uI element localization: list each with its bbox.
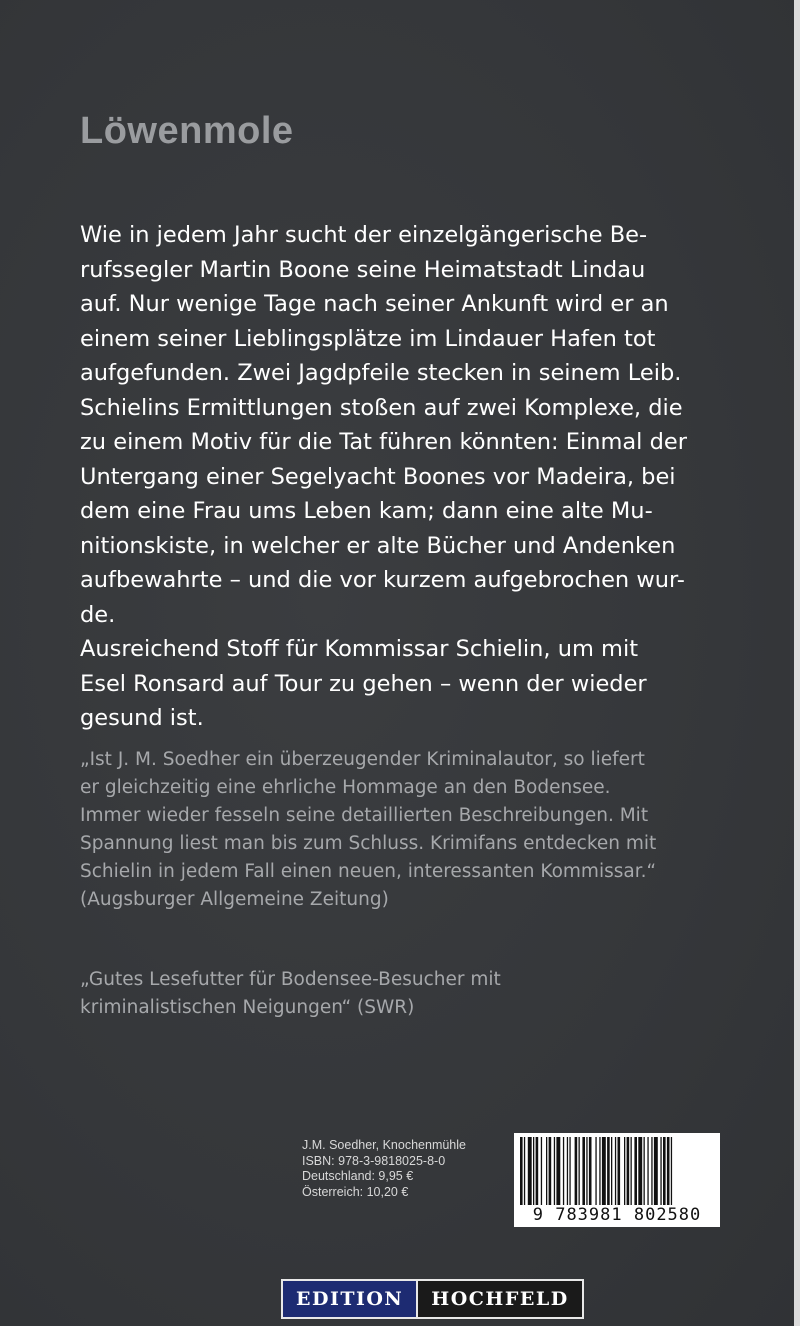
publisher-logo-right: HOCHFELD <box>418 1279 583 1319</box>
price-germany: Deutschland: 9,95 € <box>302 1169 414 1183</box>
review-swr <box>80 966 720 1022</box>
review-line: „Ist J. M. Soedher ein überzeugender Kriminalautor, so liefert <box>80 749 645 770</box>
review-line: Immer wieder fesseln seine detaillierten Beschreibungen. Mit <box>80 805 649 826</box>
blurb-line: aufbewahrte – und die vor kurzem aufgebrochen wur- <box>80 567 685 593</box>
book-info <box>302 1138 466 1200</box>
blurb-line: Schielins Ermittlungen stoßen auf zwei Komplexe, die <box>80 394 683 421</box>
blurb-line: de. <box>80 601 116 628</box>
book-title: Löwenmole <box>80 110 294 152</box>
barcode-bars <box>514 1133 720 1207</box>
blurb <box>80 218 720 736</box>
isbn: ISBN: 978-3-9818025-8-0 <box>302 1153 446 1168</box>
blurb-line: dem eine Frau ums Leben kam; dann eine alte Mu- <box>80 498 653 524</box>
publisher-logo-left: EDITION <box>281 1279 418 1319</box>
blurb-line: aufgefunden. Zwei Jagdpfeile stecken in seinem Leib. <box>80 360 682 386</box>
blurb-line: nitionskiste, in welcher er alte Bücher und Andenken <box>80 532 676 559</box>
blurb-line: auf. Nur wenige Tage nach seiner Ankunft wird er an <box>80 291 669 317</box>
author-title: J.M. Soedher, Knochenmühle <box>302 1138 466 1152</box>
review-line: Spannung liest man bis zum Schluss. Krimifans entdecken mit <box>80 833 657 854</box>
blurb-line: zu einem Motiv für die Tat führen könnten: Einmal der <box>80 429 687 455</box>
blurb-line: rufssegler Martin Boone seine Heimatstadt Lindau <box>80 256 646 283</box>
barcode <box>514 1133 720 1227</box>
review-line: „Gutes Lesefutter für Bodensee-Besucher mit <box>80 969 501 990</box>
blurb-line: Untergang einer Segelyacht Boones vor Madeira, bei <box>80 463 676 490</box>
blurb-line: Esel Ronsard auf Tour zu gehen – wenn der wieder <box>80 670 647 697</box>
page-edge <box>794 0 800 1326</box>
review-line: Schielin in jedem Fall einen neuen, interessanten Kommissar.“ <box>80 861 657 882</box>
review-source: (Augsburger Allgemeine Zeitung) <box>80 889 389 910</box>
review-line: er gleichzeitig eine ehrliche Hommage an den Bodensee. <box>80 777 611 798</box>
blurb-line: einem seiner Lieblingsplätze im Lindauer Hafen tot <box>80 325 656 352</box>
review-augsburger <box>80 746 720 914</box>
price-austria: Österreich: 10,20 € <box>302 1184 409 1199</box>
barcode-digits: 9 783981 802580 <box>532 1205 702 1225</box>
blurb-line: Wie in jedem Jahr sucht der einzelgängerische Be- <box>80 222 648 248</box>
publisher-logo <box>281 1279 584 1319</box>
blurb-line: Ausreichend Stoff für Kommissar Schielin, um mit <box>80 636 639 662</box>
review-line: kriminalistischen Neigungen“ (SWR) <box>80 997 415 1018</box>
blurb-line: gesund ist. <box>80 705 204 731</box>
